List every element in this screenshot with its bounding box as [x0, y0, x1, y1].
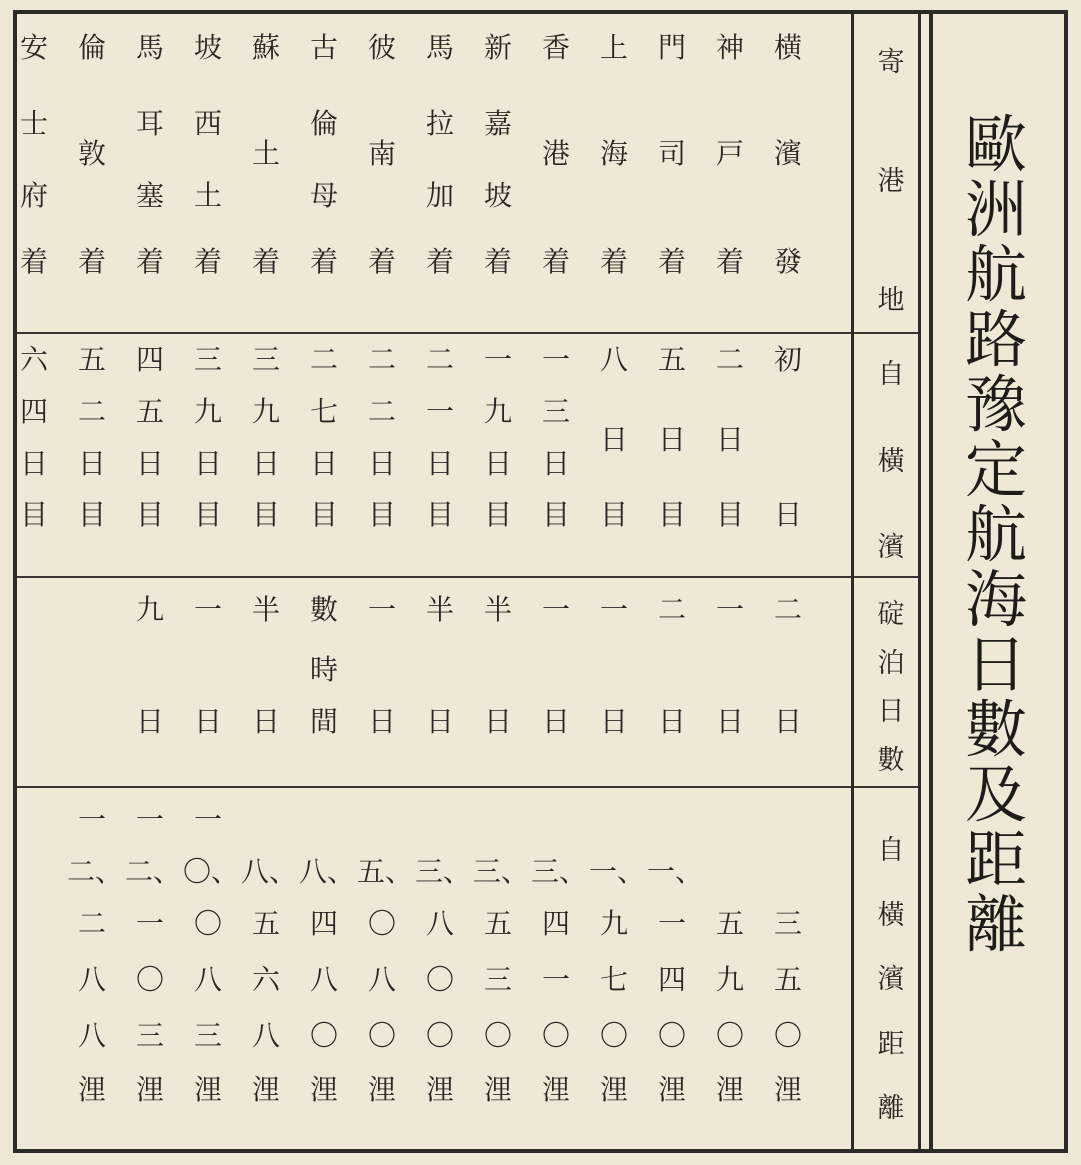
- stay-days-char: 數: [309, 593, 338, 626]
- days-from-yokohama-char: 四: [19, 395, 48, 428]
- title-char: 航: [964, 238, 1027, 311]
- stay-days-char: 二: [773, 593, 802, 626]
- days-from-yokohama-char: 初: [773, 343, 802, 376]
- port-name-char: 着: [599, 245, 628, 278]
- days-from-yokohama-char: 日: [77, 447, 106, 480]
- title-char: 距: [964, 823, 1027, 896]
- days-from-yokohama-char: 一: [483, 343, 512, 376]
- days-from-yokohama-char: 日: [309, 447, 338, 480]
- port-name-char: 上: [599, 31, 628, 64]
- stay-days-char: 日: [715, 705, 744, 738]
- title-char: 洲: [964, 173, 1027, 246]
- port-name-char: 着: [135, 245, 164, 278]
- port-name-char: 着: [483, 245, 512, 278]
- days-from-yokohama-char: 五: [135, 395, 164, 428]
- title-char: 日: [964, 628, 1027, 701]
- distance-char: 一: [657, 907, 686, 940]
- days-from-yokohama-char: 日: [773, 498, 802, 531]
- distance-char: 五: [773, 963, 802, 996]
- distance-char: 一、: [647, 855, 704, 888]
- days-from-yokohama-char: 二: [309, 343, 338, 376]
- days-from-yokohama-char: 二: [367, 395, 396, 428]
- port-name-char: 耳: [135, 107, 164, 140]
- title-char: 及: [964, 758, 1027, 831]
- distance-char: 三: [773, 907, 802, 940]
- stay-days-char: 半: [425, 593, 454, 626]
- distance-char: 浬: [309, 1073, 338, 1106]
- days-from-yokohama-char: 目: [77, 498, 106, 531]
- header-char: 濱: [877, 964, 905, 995]
- days-from-yokohama-char: 五: [77, 343, 106, 376]
- stay-days-char: 一: [599, 593, 628, 626]
- stay-days-char: 日: [483, 705, 512, 738]
- header-from-yokohama: [866, 352, 916, 563]
- distance-char: 五: [251, 907, 280, 940]
- title-char: 歐: [964, 108, 1027, 181]
- distance-char: 〇: [541, 1019, 570, 1052]
- port-name-char: 府: [19, 179, 48, 212]
- port-name-char: 戸: [715, 137, 744, 170]
- days-from-yokohama-char: 三: [193, 343, 222, 376]
- distance-char: 八: [425, 907, 454, 940]
- header-distance: [866, 828, 916, 1124]
- distance-char: 四: [657, 963, 686, 996]
- distance-char: 八: [77, 963, 106, 996]
- distance-char: 三: [483, 963, 512, 996]
- title-char: 海: [964, 563, 1027, 636]
- distance-char: 五: [715, 907, 744, 940]
- divider-hdr-3: [854, 786, 918, 788]
- port-name-char: 着: [715, 245, 744, 278]
- port-name-char: 着: [193, 245, 222, 278]
- distance-char: 八: [309, 963, 338, 996]
- port-name-char: 着: [251, 245, 280, 278]
- title-char: 離: [964, 888, 1027, 961]
- port-name-char: 土: [193, 179, 222, 212]
- distance-char: 九: [599, 907, 628, 940]
- divider-row-3: [17, 786, 851, 788]
- distance-char: 〇: [309, 1019, 338, 1052]
- divider-hdr-2: [854, 576, 918, 578]
- days-from-yokohama-char: 目: [251, 498, 280, 531]
- distance-char: 八: [193, 963, 222, 996]
- distance-char: 一、: [589, 855, 646, 888]
- distance-char: 〇: [193, 907, 222, 940]
- distance-char: 二: [77, 907, 106, 940]
- port-name-char: 西: [193, 107, 222, 140]
- port-name-char: 着: [309, 245, 338, 278]
- stay-days-char: 日: [251, 705, 280, 738]
- distance-char: 〇: [657, 1019, 686, 1052]
- port-name-char: 濱: [773, 137, 802, 170]
- distance-char: 〇: [367, 1019, 396, 1052]
- distance-char: 浬: [483, 1073, 512, 1106]
- distance-char: 八、: [299, 855, 356, 888]
- distance-char: 八: [251, 1019, 280, 1052]
- distance-char: 一: [135, 803, 164, 836]
- port-name-char: 古: [309, 31, 338, 64]
- port-name-char: 發: [773, 245, 802, 278]
- distance-char: 三: [135, 1019, 164, 1052]
- days-from-yokohama-char: 日: [135, 447, 164, 480]
- stay-days-char: 一: [541, 593, 570, 626]
- header-char: 濱: [877, 532, 905, 563]
- stay-days-char: 日: [425, 705, 454, 738]
- port-name-char: 馬: [425, 31, 454, 64]
- title-char: 數: [964, 693, 1027, 766]
- divider-row-2: [17, 576, 851, 578]
- stay-days-char: 一: [367, 593, 396, 626]
- header-char: 自: [877, 835, 905, 866]
- port-name-char: 士: [19, 107, 48, 140]
- port-name-char: 加: [425, 179, 454, 212]
- distance-char: 浬: [715, 1073, 744, 1106]
- distance-char: 六: [251, 963, 280, 996]
- distance-char: 浬: [193, 1073, 222, 1106]
- days-from-yokohama-char: 目: [657, 498, 686, 531]
- days-from-yokohama-char: 三: [251, 343, 280, 376]
- distance-char: 〇: [599, 1019, 628, 1052]
- port-name-char: 横: [773, 31, 802, 64]
- port-name-char: 母: [309, 179, 338, 212]
- distance-char: 四: [309, 907, 338, 940]
- title-char: 路: [964, 303, 1027, 376]
- days-from-yokohama-char: 目: [193, 498, 222, 531]
- distance-char: 九: [715, 963, 744, 996]
- distance-char: 〇: [715, 1019, 744, 1052]
- days-from-yokohama-char: 日: [251, 447, 280, 480]
- stay-days-char: 二: [657, 593, 686, 626]
- days-from-yokohama-char: 日: [715, 423, 744, 456]
- port-name-char: 着: [657, 245, 686, 278]
- stay-days-char: 時: [309, 653, 338, 686]
- port-name-char: 彼: [367, 31, 396, 64]
- port-name-char: 着: [19, 245, 48, 278]
- stay-days-char: 九: [135, 593, 164, 626]
- distance-char: 〇: [483, 1019, 512, 1052]
- distance-char: 〇: [773, 1019, 802, 1052]
- days-from-yokohama-char: 二: [367, 343, 396, 376]
- port-name-char: 敦: [77, 137, 106, 170]
- distance-char: 三、: [473, 855, 530, 888]
- days-from-yokohama-char: 目: [483, 498, 512, 531]
- days-from-yokohama-char: 日: [599, 423, 628, 456]
- days-from-yokohama-char: 目: [715, 498, 744, 531]
- port-name-char: 着: [425, 245, 454, 278]
- days-from-yokohama-char: 目: [599, 498, 628, 531]
- header-char: 數: [877, 745, 905, 776]
- stay-days-char: 日: [599, 705, 628, 738]
- port-name-char: 拉: [425, 107, 454, 140]
- distance-char: 一: [135, 907, 164, 940]
- distance-char: 〇: [425, 963, 454, 996]
- days-from-yokohama-char: 日: [657, 423, 686, 456]
- port-name-char: 南: [367, 137, 396, 170]
- days-from-yokohama-char: 目: [425, 498, 454, 531]
- distance-char: 浬: [77, 1073, 106, 1106]
- distance-char: 浬: [657, 1073, 686, 1106]
- distance-char: 浬: [425, 1073, 454, 1106]
- days-from-yokohama-char: 一: [425, 395, 454, 428]
- days-from-yokohama-char: 目: [367, 498, 396, 531]
- header-stay: [866, 592, 916, 776]
- distance-char: 浬: [251, 1073, 280, 1106]
- stay-days-char: 一: [193, 593, 222, 626]
- header-char: 橫: [877, 899, 905, 931]
- days-from-yokohama-char: 日: [425, 447, 454, 480]
- stay-days-char: 日: [541, 705, 570, 738]
- divider-header-right: [918, 14, 921, 1149]
- port-name-char: 坡: [193, 31, 222, 64]
- header-char: 離: [877, 1093, 905, 1124]
- title-char: 航: [964, 498, 1027, 571]
- distance-char: 〇: [367, 907, 396, 940]
- days-from-yokohama-char: 目: [541, 498, 570, 531]
- distance-char: 二、: [125, 855, 182, 888]
- header-char: 港: [877, 166, 905, 197]
- distance-char: 八: [367, 963, 396, 996]
- stay-days-char: 日: [657, 705, 686, 738]
- distance-char: 浬: [599, 1073, 628, 1106]
- port-name-char: 神: [715, 31, 744, 64]
- header-char: 碇: [877, 599, 905, 630]
- days-from-yokohama-char: 五: [657, 343, 686, 376]
- header-char: 橫: [877, 445, 905, 477]
- divider-row-1: [17, 332, 851, 334]
- header-char: 距: [877, 1028, 905, 1060]
- port-name-char: 門: [657, 31, 686, 64]
- distance-char: 浬: [135, 1073, 164, 1106]
- days-from-yokohama-char: 日: [483, 447, 512, 480]
- days-from-yokohama-char: 日: [193, 447, 222, 480]
- stay-days-char: 日: [773, 705, 802, 738]
- distance-char: 〇: [135, 963, 164, 996]
- distance-char: 浬: [541, 1073, 570, 1106]
- port-name-char: 倫: [309, 107, 338, 140]
- divider-hdr-1: [854, 332, 918, 334]
- divider-header-left: [851, 14, 854, 1149]
- days-from-yokohama-char: 一: [541, 343, 570, 376]
- distance-char: 五: [483, 907, 512, 940]
- distance-char: 八、: [241, 855, 298, 888]
- port-name-char: 嘉: [483, 107, 512, 140]
- stay-days-char: 日: [367, 705, 396, 738]
- port-name-char: 新: [483, 31, 512, 64]
- distance-char: 浬: [367, 1073, 396, 1106]
- days-from-yokohama-char: 二: [715, 343, 744, 376]
- header-char: 寄: [877, 47, 905, 78]
- stay-days-char: 一: [715, 593, 744, 626]
- port-name-char: 塞: [135, 179, 164, 212]
- days-from-yokohama-char: 七: [309, 395, 338, 428]
- stay-days-char: 半: [483, 593, 512, 626]
- port-name-char: 倫: [77, 31, 106, 64]
- days-from-yokohama-char: 目: [309, 498, 338, 531]
- divider-title: [929, 14, 933, 1149]
- days-from-yokohama-char: 日: [19, 447, 48, 480]
- days-from-yokohama-char: 二: [77, 395, 106, 428]
- header-port: [866, 40, 916, 316]
- days-from-yokohama-char: 九: [483, 395, 512, 428]
- distance-char: 〇、: [183, 855, 240, 888]
- distance-char: 一: [193, 803, 222, 836]
- days-from-yokohama-char: 三: [541, 395, 570, 428]
- distance-char: 〇: [425, 1019, 454, 1052]
- days-from-yokohama-char: 六: [19, 343, 48, 376]
- distance-char: 一: [541, 963, 570, 996]
- distance-char: 一: [77, 803, 106, 836]
- distance-char: 二、: [67, 855, 124, 888]
- distance-char: 八: [77, 1019, 106, 1052]
- days-from-yokohama-char: 目: [135, 498, 164, 531]
- header-char: 日: [877, 696, 905, 728]
- distance-char: 三、: [531, 855, 588, 888]
- distance-char: 五、: [357, 855, 414, 888]
- title-char: 定: [964, 433, 1027, 506]
- port-name-char: 蘇: [251, 31, 280, 64]
- port-name-char: 司: [657, 137, 686, 170]
- distance-char: 浬: [773, 1073, 802, 1106]
- port-name-char: 坡: [483, 179, 512, 212]
- port-name-char: 香: [541, 31, 570, 64]
- header-char: 地: [877, 285, 905, 316]
- days-from-yokohama-char: 日: [367, 447, 396, 480]
- stay-days-char: 日: [135, 705, 164, 738]
- stay-days-char: 半: [251, 593, 280, 626]
- port-name-char: 安: [19, 31, 48, 64]
- days-from-yokohama-char: 目: [19, 498, 48, 531]
- days-from-yokohama-char: 九: [193, 395, 222, 428]
- page-title: [948, 108, 1044, 961]
- port-name-char: 着: [77, 245, 106, 278]
- distance-char: 三: [193, 1019, 222, 1052]
- days-from-yokohama-char: 四: [135, 343, 164, 376]
- port-name-char: 馬: [135, 31, 164, 64]
- header-char: 泊: [877, 647, 905, 679]
- distance-char: 四: [541, 907, 570, 940]
- port-name-char: 港: [541, 137, 570, 170]
- port-name-char: 着: [367, 245, 396, 278]
- days-from-yokohama-char: 日: [541, 447, 570, 480]
- port-name-char: 着: [541, 245, 570, 278]
- distance-char: 七: [599, 963, 628, 996]
- stay-days-char: 日: [193, 705, 222, 738]
- distance-char: 三、: [415, 855, 472, 888]
- port-name-char: 土: [251, 137, 280, 170]
- days-from-yokohama-char: 八: [599, 343, 628, 376]
- port-name-char: 海: [599, 137, 628, 170]
- header-char: 自: [877, 359, 905, 390]
- days-from-yokohama-char: 二: [425, 343, 454, 376]
- title-char: 豫: [964, 368, 1027, 441]
- stay-days-char: 間: [309, 705, 338, 738]
- days-from-yokohama-char: 九: [251, 395, 280, 428]
